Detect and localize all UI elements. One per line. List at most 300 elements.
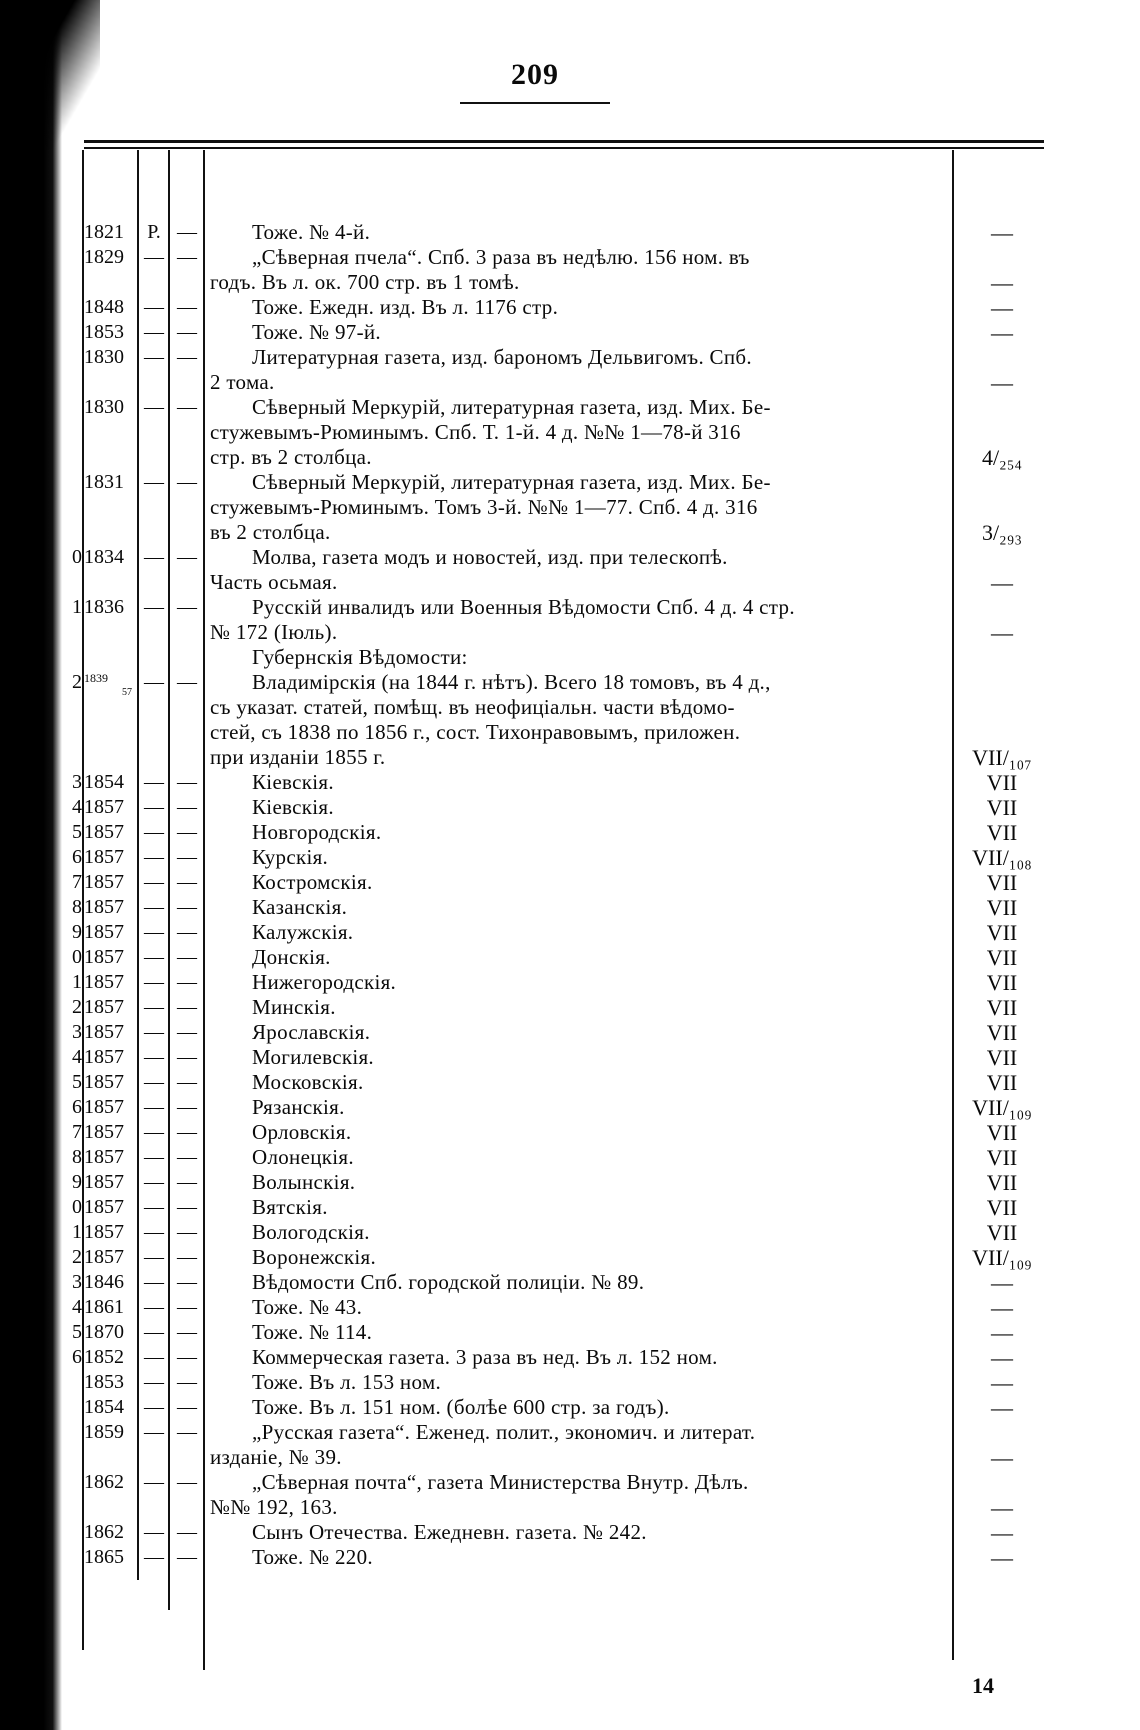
row-year-text: 1857 [84, 1071, 124, 1093]
row-shelf-mark: VII [986, 970, 1018, 995]
row-description: Тоже. № 220. [252, 1545, 373, 1569]
table-row [0, 670, 1140, 770]
row-number: 1 [72, 596, 82, 618]
table-row [0, 945, 1140, 970]
row-col-format: — [144, 296, 164, 318]
row-year [84, 770, 134, 795]
row-col-extra: — [177, 921, 197, 943]
row-description: стужевымъ-Рюминымъ. Томъ 3-й. №№ 1—77. Спб. 4 д. 316 [210, 495, 758, 519]
row-shelf-mark: — [991, 370, 1013, 395]
row-col-format: — [144, 946, 164, 968]
row-col-format: — [144, 671, 164, 693]
row-year [84, 845, 134, 870]
row-year [84, 320, 134, 345]
row-year [84, 1420, 134, 1445]
table-top-rule-secondary [84, 147, 1044, 149]
row-year [84, 795, 134, 820]
row-description: Молва, газета модъ и новостей, изд. при телескопѣ. [252, 545, 728, 569]
table-row [0, 1345, 1140, 1370]
row-year-text: 1836 [84, 596, 124, 618]
row-description: Московскія. [252, 1070, 364, 1094]
row-description: №№ 192, 163. [210, 1495, 338, 1519]
row-col-extra: — [177, 846, 197, 868]
row-col-extra: — [177, 671, 197, 693]
row-year-text: 1865 [84, 1546, 124, 1568]
row-year-text: 1857 [84, 796, 124, 818]
row-col-extra: — [177, 221, 197, 243]
row-description: Коммерческая газета. 3 раза въ нед. Въ л. 152 ном. [252, 1345, 718, 1369]
row-year-text: 1830 [84, 346, 124, 368]
row-col-extra: — [177, 1196, 197, 1218]
row-shelf-mark: — [991, 1370, 1013, 1395]
row-year-text: 1821 [84, 221, 124, 243]
table-row [0, 1145, 1140, 1170]
row-number: 5 [72, 821, 82, 843]
row-line [0, 920, 1140, 945]
row-shelf-mark: VII/₁₀₉ [972, 1095, 1032, 1120]
row-shelf-mark: — [991, 220, 1013, 245]
row-col-format: — [144, 896, 164, 918]
row-col-extra: — [177, 971, 197, 993]
row-year-text: 1859 [84, 1421, 124, 1443]
row-col-extra: — [177, 1371, 197, 1393]
row-description: при изданіи 1855 г. [210, 745, 386, 769]
row-col-format: — [144, 596, 164, 618]
row-line [0, 1145, 1140, 1170]
row-description: Новгородскія. [252, 820, 382, 844]
row-year-text: 1857 [84, 1096, 124, 1118]
row-year [84, 345, 134, 370]
table-row [0, 1320, 1140, 1345]
row-year-text: 1852 [84, 1346, 124, 1368]
row-description: Нижегородскія. [252, 970, 397, 994]
row-shelf-mark: VII [986, 870, 1018, 895]
row-line [0, 845, 1140, 870]
row-description: Олонецкія. [252, 1145, 354, 1169]
row-col-extra: — [177, 546, 197, 568]
row-line [0, 470, 1140, 495]
row-year [84, 1345, 134, 1370]
row-col-extra: — [177, 996, 197, 1018]
row-col-format: Р. [147, 221, 161, 243]
row-year [84, 1170, 134, 1195]
row-shelf-mark: VII [986, 1045, 1018, 1070]
row-col-extra: — [177, 1096, 197, 1118]
row-col-format: — [144, 1021, 164, 1043]
row-description: Тоже. Ежедн. изд. Въ л. 1176 стр. [252, 295, 559, 319]
row-number: 0 [72, 1196, 82, 1218]
table-row [0, 1120, 1140, 1145]
row-col-format: — [144, 971, 164, 993]
row-col-format: — [144, 1196, 164, 1218]
row-year-text: 1857 [84, 1146, 124, 1168]
row-col-extra: — [177, 1246, 197, 1268]
table-row [0, 295, 1140, 320]
table-row [0, 1070, 1140, 1095]
row-col-extra: — [177, 396, 197, 418]
row-line [0, 295, 1140, 320]
row-line [0, 720, 1140, 745]
row-year [84, 1245, 134, 1270]
table-row [0, 320, 1140, 345]
row-col-format: — [144, 996, 164, 1018]
table-row [0, 1095, 1140, 1120]
row-description: Тоже. № 114. [252, 1320, 373, 1344]
row-year-text: 1831 [84, 471, 124, 493]
row-shelf-mark: VII/₁₀₈ [972, 845, 1032, 870]
row-shelf-mark: VII [986, 945, 1018, 970]
row-col-extra: — [177, 1421, 197, 1443]
row-description: № 172 (Іюль). [210, 620, 338, 644]
table-row [0, 1245, 1140, 1270]
row-number: 6 [72, 1096, 82, 1118]
row-description: стр. въ 2 столбца. [210, 445, 372, 469]
row-line [0, 1345, 1140, 1370]
row-description: Кіевскія. [252, 770, 334, 794]
row-description: Тоже. № 4-й. [252, 220, 371, 244]
row-col-format: — [144, 771, 164, 793]
row-line [0, 820, 1140, 845]
row-line [0, 695, 1140, 720]
row-shelf-mark: VII [986, 895, 1018, 920]
row-shelf-mark: VII [986, 770, 1018, 795]
row-col-format: — [144, 1421, 164, 1443]
row-year [84, 1470, 134, 1495]
row-shelf-mark: — [991, 1520, 1013, 1545]
table-row [0, 995, 1140, 1020]
table-row [0, 895, 1140, 920]
row-col-extra: — [177, 346, 197, 368]
row-year [84, 870, 134, 895]
row-year [84, 1270, 134, 1295]
row-description: Вологодскія. [252, 1220, 370, 1244]
row-year-text: 1870 [84, 1321, 124, 1343]
row-year-text: 1857 [84, 1121, 124, 1143]
row-year-text: 1857 [84, 821, 124, 843]
row-line [0, 370, 1140, 395]
table-row [0, 220, 1140, 245]
row-col-format: — [144, 1346, 164, 1368]
row-shelf-mark: VII [986, 995, 1018, 1020]
row-year [84, 545, 134, 570]
row-description: Донскія. [252, 945, 331, 969]
row-col-format: — [144, 1246, 164, 1268]
row-description: „Сѣверная пчела“. Спб. 3 раза въ недѣлю. 156 ном. въ [252, 245, 750, 269]
row-line [0, 1370, 1140, 1395]
row-col-format: — [144, 346, 164, 368]
row-description: Русскій инвалидъ или Военныя Вѣдомости Спб. 4 д. 4 стр. [252, 595, 795, 619]
row-col-format: — [144, 1546, 164, 1568]
row-description: „Сѣверная почта“, газета Министерства Внутр. Дѣлъ. [252, 1470, 749, 1494]
row-year-text: 1857 [84, 1046, 124, 1068]
row-col-extra: — [177, 471, 197, 493]
row-description: 2 тома. [210, 370, 275, 394]
row-year-text: 1854 [84, 771, 124, 793]
row-shelf-mark: — [991, 1295, 1013, 1320]
row-number: 9 [72, 921, 82, 943]
row-shelf-mark: — [991, 1445, 1013, 1470]
row-year-text: 1839 [84, 671, 108, 685]
row-description: Казанскія. [252, 895, 348, 919]
row-line [0, 495, 1140, 520]
table-row [0, 920, 1140, 945]
row-col-extra: — [177, 1396, 197, 1418]
table-row [0, 1195, 1140, 1220]
row-description: Тоже. Въ л. 153 ном. [252, 1370, 442, 1394]
row-year-text: 1848 [84, 296, 124, 318]
table-row [0, 1170, 1140, 1195]
row-number: 2 [72, 996, 82, 1018]
row-year [84, 995, 134, 1020]
table-row [0, 545, 1140, 595]
row-description: Минскія. [252, 995, 336, 1019]
row-col-extra: — [177, 946, 197, 968]
row-year-text: 1853 [84, 321, 124, 343]
row-line [0, 1045, 1140, 1070]
row-line [0, 1170, 1140, 1195]
row-shelf-mark: — [991, 1545, 1013, 1570]
row-year-text: 1857 [84, 846, 124, 868]
row-shelf-mark: — [991, 1320, 1013, 1345]
table-row [0, 1220, 1140, 1245]
row-col-format: — [144, 1471, 164, 1493]
row-col-extra: — [177, 1021, 197, 1043]
row-year [84, 1370, 134, 1395]
row-description: въ 2 столбца. [210, 520, 331, 544]
row-description: изданіе, № 39. [210, 1445, 342, 1469]
row-col-format: — [144, 1221, 164, 1243]
row-col-format: — [144, 246, 164, 268]
row-year [84, 666, 134, 698]
table-row [0, 595, 1140, 645]
row-year-text: 1857 [84, 971, 124, 993]
row-col-extra: — [177, 246, 197, 268]
row-year-text: 1846 [84, 1271, 124, 1293]
row-shelf-mark: VII [986, 1170, 1018, 1195]
table-row [0, 1370, 1140, 1395]
table-row [0, 795, 1140, 820]
row-line [0, 1295, 1140, 1320]
row-number: 7 [72, 871, 82, 893]
row-description: Сынъ Отечества. Ежедневн. газета. № 242. [252, 1520, 647, 1544]
table-row [0, 1470, 1140, 1520]
table-row [0, 245, 1140, 295]
row-col-extra: — [177, 1271, 197, 1293]
row-col-extra: — [177, 1546, 197, 1568]
row-number: 9 [72, 1171, 82, 1193]
row-year [84, 1120, 134, 1145]
row-year-text: 1857 [84, 996, 124, 1018]
row-shelf-mark: VII [986, 820, 1018, 845]
row-line [0, 1545, 1140, 1570]
row-shelf-mark: — [991, 620, 1013, 645]
row-description: Курскія. [252, 845, 329, 869]
row-description: Владимірскія (на 1844 г. нѣтъ). Всего 18 томовъ, въ 4 д., [252, 670, 771, 694]
row-year [84, 595, 134, 620]
row-number: 7 [72, 1121, 82, 1143]
row-year-text: 1857 [84, 1021, 124, 1043]
row-year [84, 295, 134, 320]
row-line [0, 745, 1140, 770]
row-number: 1 [72, 1221, 82, 1243]
row-line [0, 1270, 1140, 1295]
row-line [0, 995, 1140, 1020]
row-shelf-mark: VII [986, 920, 1018, 945]
row-line [0, 670, 1140, 698]
row-description: Литературная газета, изд. барономъ Дельвигомъ. Спб. [252, 345, 752, 369]
row-description: Орловскія. [252, 1120, 352, 1144]
row-number: 2 [72, 1246, 82, 1268]
table-row [0, 1295, 1140, 1320]
row-shelf-mark: VII/₁₀₉ [972, 1245, 1032, 1270]
row-year [84, 1220, 134, 1245]
row-shelf-mark: — [991, 1495, 1013, 1520]
row-year-text: 1857 [84, 1221, 124, 1243]
row-shelf-mark: VII [986, 1070, 1018, 1095]
row-description: Волынскія. [252, 1170, 356, 1194]
row-year-text: 1854 [84, 1396, 124, 1418]
table-row [0, 1420, 1140, 1470]
table-row [0, 870, 1140, 895]
row-col-format: — [144, 921, 164, 943]
row-col-format: — [144, 1046, 164, 1068]
row-description: съ указат. статей, помѣщ. въ неофиціальн. части вѣдомо- [210, 695, 735, 719]
row-shelf-mark: VII/₁₀₇ [972, 745, 1032, 770]
row-description: Могилевскія. [252, 1045, 374, 1069]
row-year [84, 1520, 134, 1545]
row-year [84, 1295, 134, 1320]
row-year-text: 1857 [84, 1171, 124, 1193]
table-row [0, 770, 1140, 795]
row-number: 8 [72, 1146, 82, 1168]
row-line [0, 270, 1140, 295]
row-line [0, 595, 1140, 620]
row-col-format: — [144, 1396, 164, 1418]
row-col-format: — [144, 396, 164, 418]
row-col-extra: — [177, 871, 197, 893]
table-top-rule [84, 140, 1044, 143]
row-line [0, 1420, 1140, 1445]
row-line [0, 1520, 1140, 1545]
row-year [84, 1095, 134, 1120]
table-row [0, 1395, 1140, 1420]
row-line [0, 1070, 1140, 1095]
row-line [0, 945, 1140, 970]
row-number: 5 [72, 1321, 82, 1343]
row-line [0, 1495, 1140, 1520]
catalog-table [0, 220, 1140, 1570]
row-number: 3 [72, 1271, 82, 1293]
row-line [0, 1095, 1140, 1120]
row-year [84, 1195, 134, 1220]
row-number: 3 [72, 1021, 82, 1043]
row-year [84, 1395, 134, 1420]
row-col-format: — [144, 1371, 164, 1393]
row-line [0, 1120, 1140, 1145]
row-number: 4 [72, 796, 82, 818]
row-number: 0 [72, 946, 82, 968]
row-shelf-mark: 4/₂₅₄ [981, 445, 1023, 470]
table-row [0, 395, 1140, 470]
row-col-extra: — [177, 321, 197, 343]
row-col-extra: — [177, 596, 197, 618]
row-line [0, 220, 1140, 245]
row-description: „Русская газета“. Еженед. полит., экономич. и литерат. [252, 1420, 756, 1444]
row-line [0, 545, 1140, 570]
row-col-extra: — [177, 1146, 197, 1168]
row-description: Ярославскія. [252, 1020, 371, 1044]
row-description: Костромскія. [252, 870, 373, 894]
row-line [0, 320, 1140, 345]
row-number: 2 [72, 671, 82, 693]
row-year [84, 1545, 134, 1570]
row-number: 5 [72, 1071, 82, 1093]
row-shelf-mark: — [991, 295, 1013, 320]
row-line [0, 420, 1140, 445]
row-shelf-mark: — [991, 1345, 1013, 1370]
row-year [84, 895, 134, 920]
row-year [84, 920, 134, 945]
row-year [84, 945, 134, 970]
table-row [0, 1545, 1140, 1570]
row-line [0, 445, 1140, 470]
row-shelf-mark: — [991, 570, 1013, 595]
row-line [0, 570, 1140, 595]
row-line [0, 1020, 1140, 1045]
row-year [84, 395, 134, 420]
row-year [84, 820, 134, 845]
row-description: годъ. Въ л. ок. 700 стр. въ 1 томѣ. [210, 270, 520, 294]
row-description: Кіевскія. [252, 795, 334, 819]
row-col-format: — [144, 321, 164, 343]
row-col-extra: — [177, 1171, 197, 1193]
row-line [0, 620, 1140, 645]
row-description: Вѣдомости Спб. городской полиціи. № 89. [252, 1270, 645, 1294]
row-col-format: — [144, 1096, 164, 1118]
row-year [84, 1320, 134, 1345]
row-line [0, 1220, 1140, 1245]
row-description: Рязанскія. [252, 1095, 345, 1119]
row-col-format: — [144, 1321, 164, 1343]
row-year-text: 1857 [84, 946, 124, 968]
row-line [0, 970, 1140, 995]
table-row [0, 345, 1140, 395]
row-shelf-mark: VII [986, 795, 1018, 820]
row-col-format: — [144, 846, 164, 868]
row-shelf-mark: 3/₂₉₃ [981, 520, 1023, 545]
row-col-extra: — [177, 1471, 197, 1493]
row-col-extra: — [177, 1521, 197, 1543]
row-col-extra: — [177, 1296, 197, 1318]
row-col-format: — [144, 1121, 164, 1143]
row-shelf-mark: — [991, 270, 1013, 295]
row-line [0, 395, 1140, 420]
row-number: 8 [72, 896, 82, 918]
row-number: 4 [72, 1296, 82, 1318]
row-year-text: 1861 [84, 1296, 124, 1318]
row-line [0, 1320, 1140, 1345]
row-shelf-mark: VII [986, 1220, 1018, 1245]
row-line [0, 345, 1140, 370]
row-col-extra: — [177, 896, 197, 918]
row-year [84, 470, 134, 495]
table-row [0, 845, 1140, 870]
row-col-format: — [144, 1296, 164, 1318]
row-line [0, 245, 1140, 270]
row-description: Сѣверный Меркурій, литературная газета, изд. Мих. Бе- [252, 395, 771, 419]
row-number: 0 [72, 546, 82, 568]
row-col-extra: — [177, 1121, 197, 1143]
